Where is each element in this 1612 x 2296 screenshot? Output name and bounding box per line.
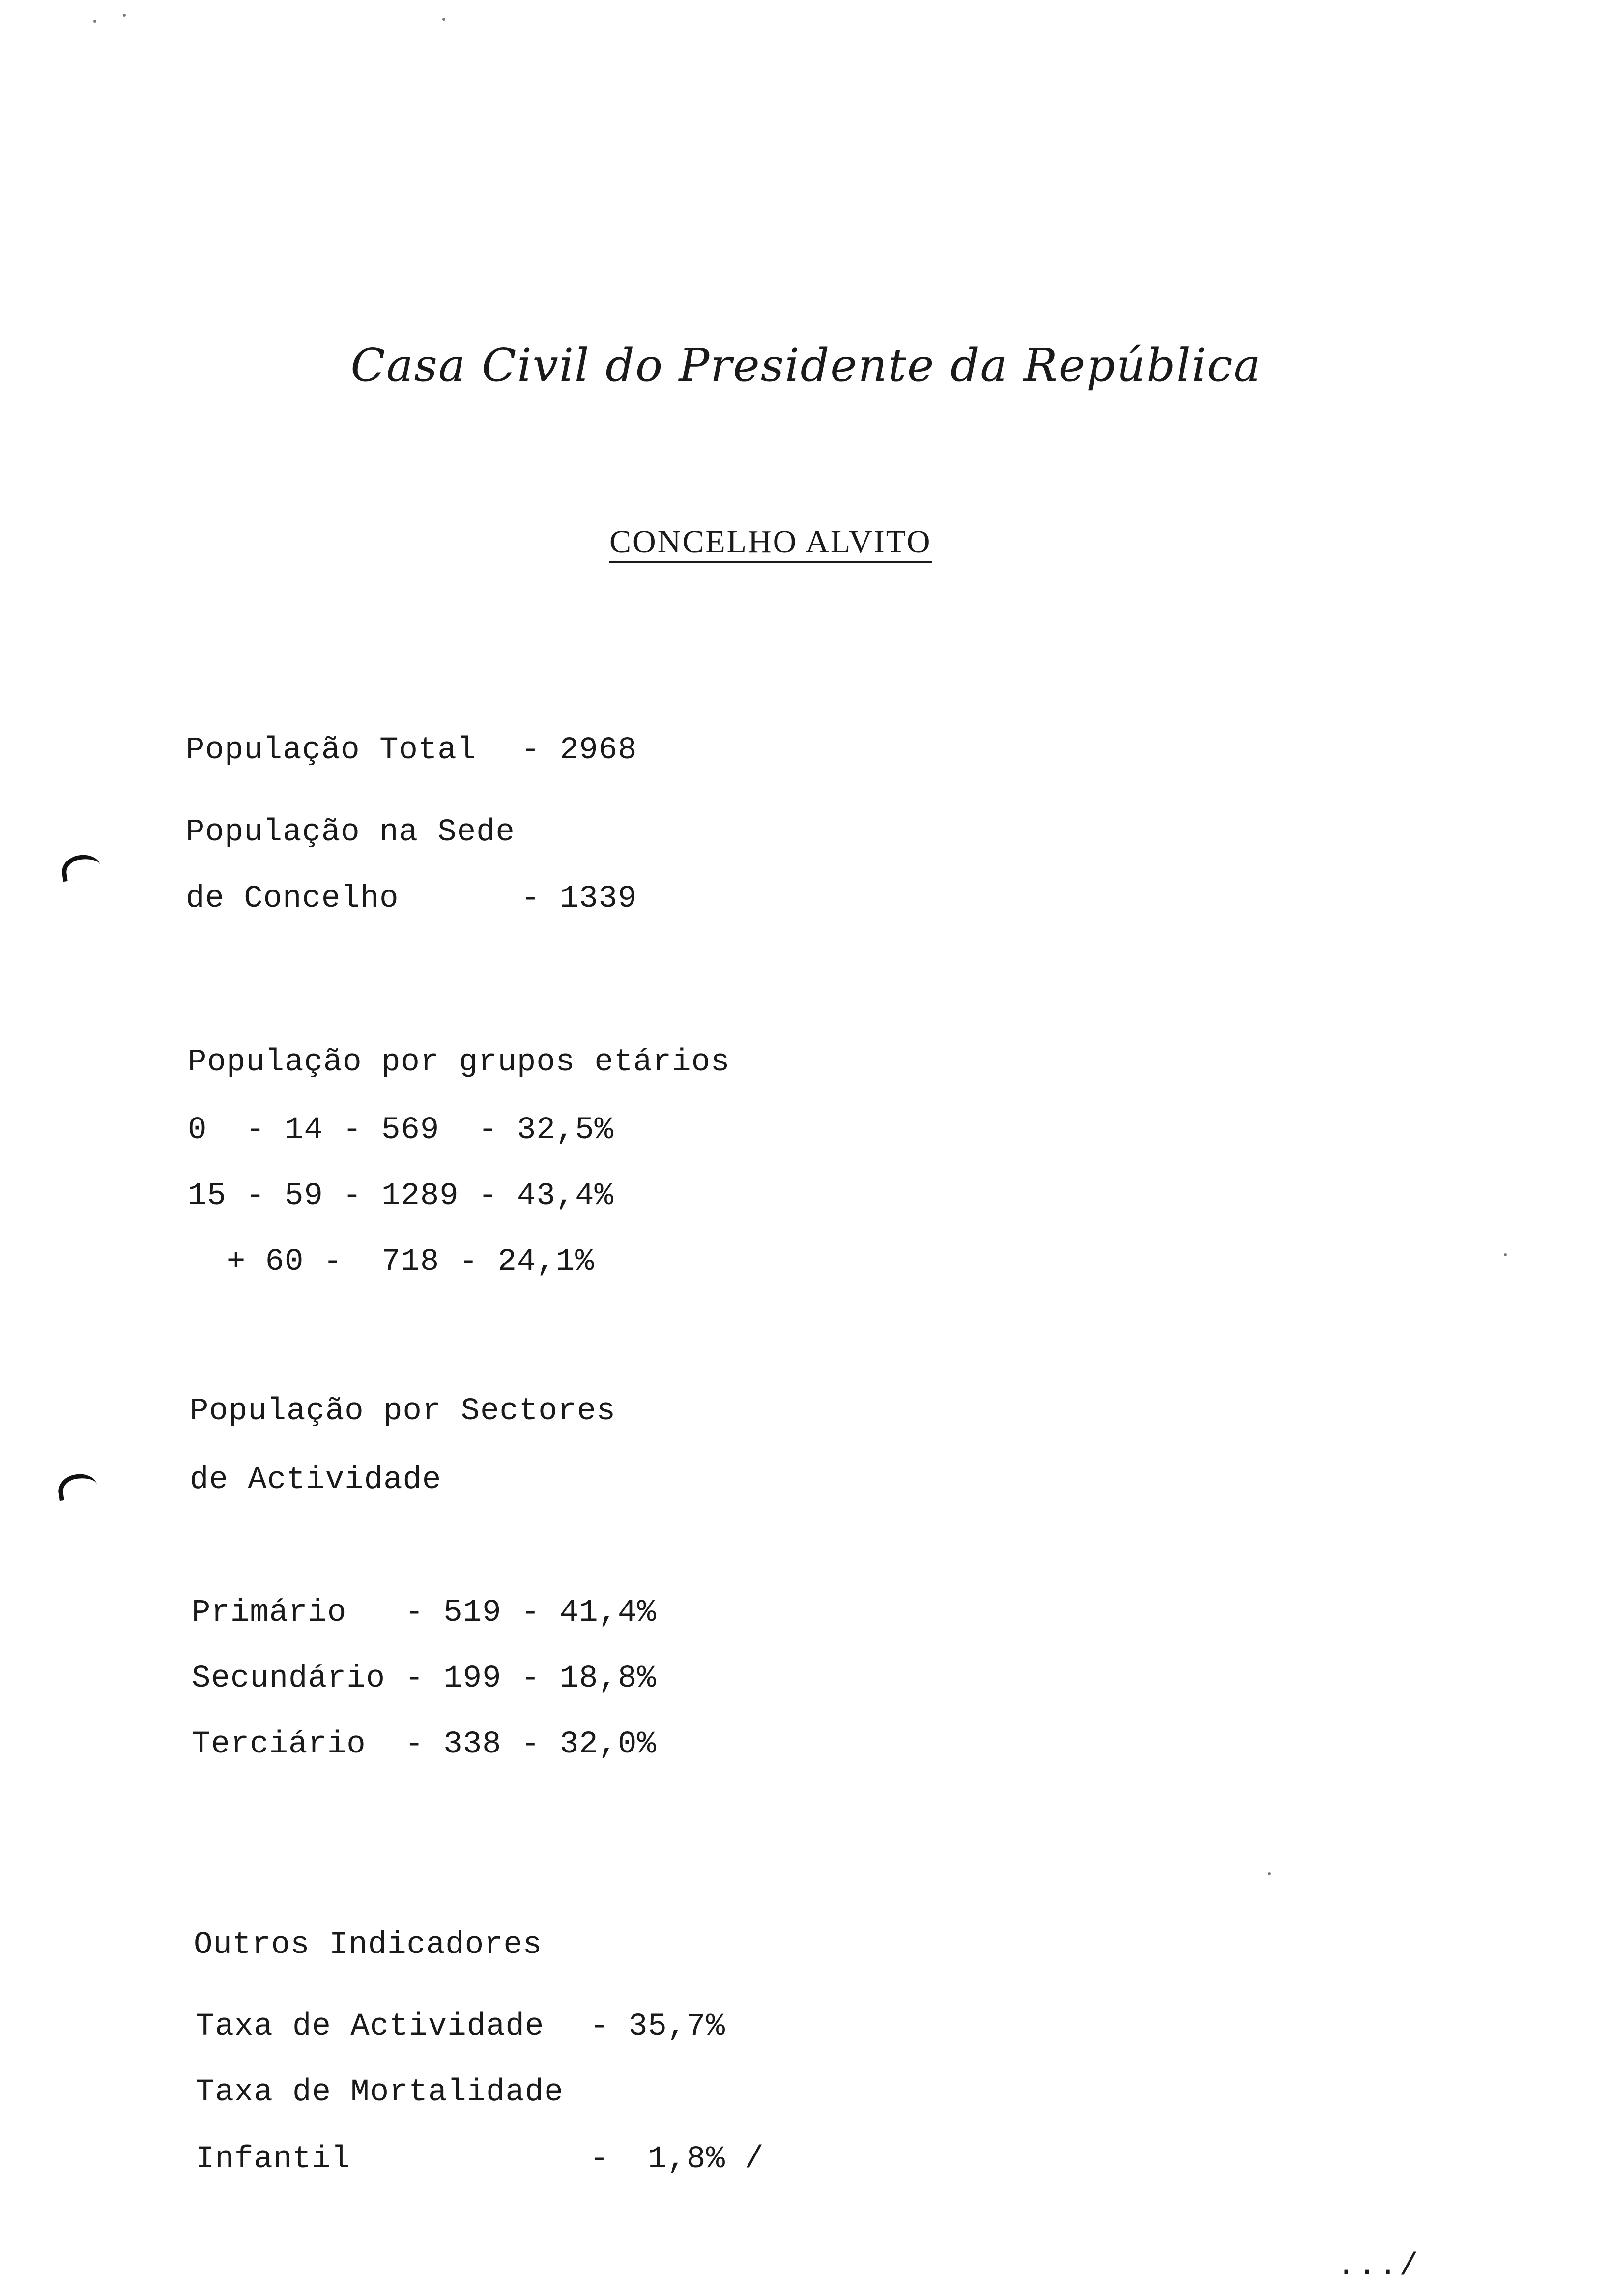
sectores-heading-1: População por Sectores <box>190 1394 616 1429</box>
pop-total-label: População Total <box>186 733 477 768</box>
speck <box>1504 1253 1507 1256</box>
page-title: CONCELHO ALVITO <box>609 526 932 563</box>
speck <box>442 18 445 21</box>
pop-sede-value: - 1339 <box>521 881 637 917</box>
grupo-row: 0 - 14 - 569 - 32,5% <box>188 1113 614 1148</box>
punch-hole-mark <box>60 853 102 882</box>
grupo-row: + 60 - 718 - 24,1% <box>188 1244 595 1280</box>
grupos-heading: População por grupos etários <box>188 1045 730 1080</box>
sector-row: Primário - 519 - 41,4% <box>192 1595 657 1631</box>
speck <box>93 20 96 23</box>
taxa-mortalidade-label-2: Infantil <box>196 2142 351 2177</box>
pop-total-value: - 2968 <box>521 733 637 768</box>
outros-heading: Outros Indicadores <box>194 1927 543 1963</box>
sector-row: Secundário - 199 - 18,8% <box>192 1661 657 1696</box>
grupo-row: 15 - 59 - 1289 - 43,4% <box>188 1178 614 1214</box>
speck <box>123 14 126 17</box>
taxa-mortalidade-value: - 1,8% / <box>590 2142 764 2177</box>
punch-hole-mark <box>57 1472 98 1501</box>
taxa-actividade-value: - 35,7% <box>590 2009 725 2044</box>
continuation-mark: .../ <box>1337 2249 1420 2284</box>
taxa-actividade-label: Taxa de Actividade <box>196 2009 545 2044</box>
letterhead: Casa Civil do Presidente da República <box>350 339 1262 392</box>
pop-sede-label-1: População na Sede <box>186 815 515 850</box>
sector-row: Terciário - 338 - 32,0% <box>192 1727 657 1762</box>
taxa-mortalidade-label-1: Taxa de Mortalidade <box>196 2075 564 2110</box>
pop-sede-label-2: de Concelho <box>186 881 399 917</box>
speck <box>1268 1872 1271 1875</box>
sectores-heading-2: de Actividade <box>190 1463 442 1498</box>
